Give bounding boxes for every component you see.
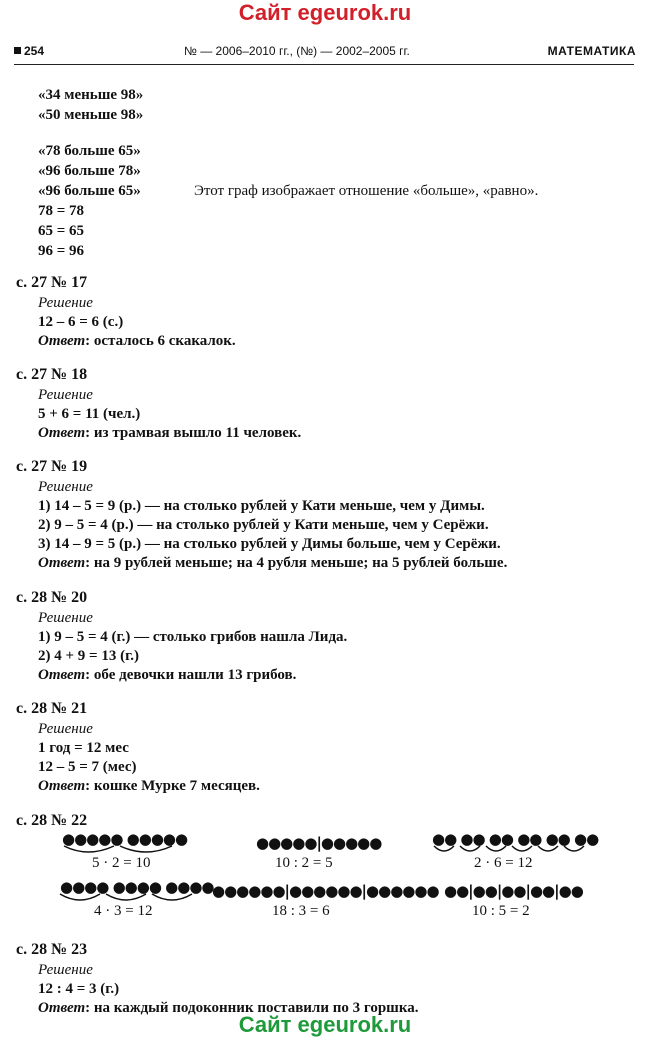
page-number: 254 xyxy=(14,44,44,58)
answer-text: : осталось 6 скакалок. xyxy=(85,333,236,349)
solution-label: Решение xyxy=(38,610,93,626)
edition-note: № — 2006–2010 гг., (№) — 2002–2005 гг. xyxy=(184,44,410,58)
relation-line: «34 меньше 98» xyxy=(38,87,144,103)
answer-text: : на 9 рублей меньше; на 4 рубля меньше; на 5 рублей больше. xyxy=(85,555,508,571)
answer-label: Ответ xyxy=(38,1000,86,1016)
solution-step: 5 + 6 = 11 (чел.) xyxy=(38,406,141,422)
answer-line xyxy=(38,332,236,350)
answer-label: Ответ xyxy=(38,425,86,441)
answer-line xyxy=(38,666,296,684)
solution-label: Решение xyxy=(38,295,93,311)
equation: 4 · 3 = 12 xyxy=(94,903,153,919)
task-heading: с. 28 № 21 xyxy=(16,700,88,717)
relation-line: «50 меньше 98» xyxy=(38,107,144,123)
solution-step: 2) 9 – 5 = 4 (р.) — на столько рублей у Кати меньше, чем у Серёжи. xyxy=(38,517,489,533)
solution-step: 12 – 6 = 6 (с.) xyxy=(38,314,124,330)
solution-label: Решение xyxy=(38,721,93,737)
relation-line: 65 = 65 xyxy=(38,223,85,239)
answer-text: : из трамвая вышло 11 человек. xyxy=(85,425,302,441)
graph-note: Этот граф изображает отношение «больше», «равно». xyxy=(194,183,539,199)
answer-label: Ответ xyxy=(38,667,86,683)
relation-line: «78 больше 65» xyxy=(38,143,141,159)
site-banner-top[interactable]: Сайт egeurok.ru xyxy=(238,0,412,25)
equation: 18 : 3 = 6 xyxy=(272,903,330,919)
task-heading: с. 27 № 17 xyxy=(16,274,88,291)
dot-group: ●●●●●|●●●●● xyxy=(256,834,382,852)
task-heading: с. 28 № 23 xyxy=(16,941,88,958)
answer-text: : обе девочки нашли 13 грибов. xyxy=(85,667,297,683)
dot-group: ●●●●●●|●●●●●●|●●●●●● xyxy=(212,882,439,900)
task-heading: с. 27 № 18 xyxy=(16,366,88,383)
solution-step: 12 : 4 = 3 (г.) xyxy=(38,981,120,997)
answer-line xyxy=(38,777,260,795)
relation-line: «96 больше 78» xyxy=(38,163,141,179)
header-divider xyxy=(14,64,634,65)
dot-group: ●● ●● ●● ●● ●● ●● xyxy=(432,830,599,848)
subject-title: МАТЕМАТИКА xyxy=(547,44,636,58)
task-heading: с. 28 № 22 xyxy=(16,812,88,829)
answer-label: Ответ xyxy=(38,333,86,349)
dot-group: ●●●●● ●●●●● xyxy=(62,830,188,848)
answer-text: : кошке Мурке 7 месяцев. xyxy=(85,778,260,794)
site-banner-bottom[interactable]: Сайт egeurok.ru xyxy=(238,1012,412,1037)
dot-group: ●●|●●|●●|●●|●● xyxy=(444,882,583,900)
equation: 2 · 6 = 12 xyxy=(474,855,533,871)
equation: 10 : 5 = 2 xyxy=(472,903,530,919)
equation: 10 : 2 = 5 xyxy=(275,855,333,871)
answer-label: Ответ xyxy=(38,555,86,571)
task-heading: с. 27 № 19 xyxy=(16,458,88,475)
solution-label: Решение xyxy=(38,387,93,403)
relation-line: «96 больше 65» xyxy=(38,183,141,199)
relation-line: 96 = 96 xyxy=(38,243,85,259)
solution-step: 2) 4 + 9 = 13 (г.) xyxy=(38,648,139,664)
answer-label: Ответ xyxy=(38,778,86,794)
solution-step: 1) 9 – 5 = 4 (г.) — столько грибов нашла Лида. xyxy=(38,629,348,645)
page-header xyxy=(14,44,636,64)
solution-step: 12 – 5 = 7 (мес) xyxy=(38,759,137,775)
solution-label: Решение xyxy=(38,479,93,495)
solution-step: 1 год = 12 мес xyxy=(38,740,129,756)
dot-group: ●●●● ●●●● ●●●● xyxy=(60,878,214,896)
solution-step: 1) 14 – 5 = 9 (р.) — на столько рублей у Кати меньше, чем у Димы. xyxy=(38,498,485,514)
task-heading: с. 28 № 20 xyxy=(16,589,88,606)
solution-step: 3) 14 – 9 = 5 (р.) — на столько рублей у Димы больше, чем у Серёжи. xyxy=(38,536,501,552)
equation: 5 · 2 = 10 xyxy=(92,855,151,871)
answer-line xyxy=(38,554,507,572)
answer-line xyxy=(38,424,301,442)
solution-label: Решение xyxy=(38,962,93,978)
answer-text: : на каждый подоконник поставили по 3 горшка. xyxy=(85,1000,419,1016)
relation-line: 78 = 78 xyxy=(38,203,85,219)
